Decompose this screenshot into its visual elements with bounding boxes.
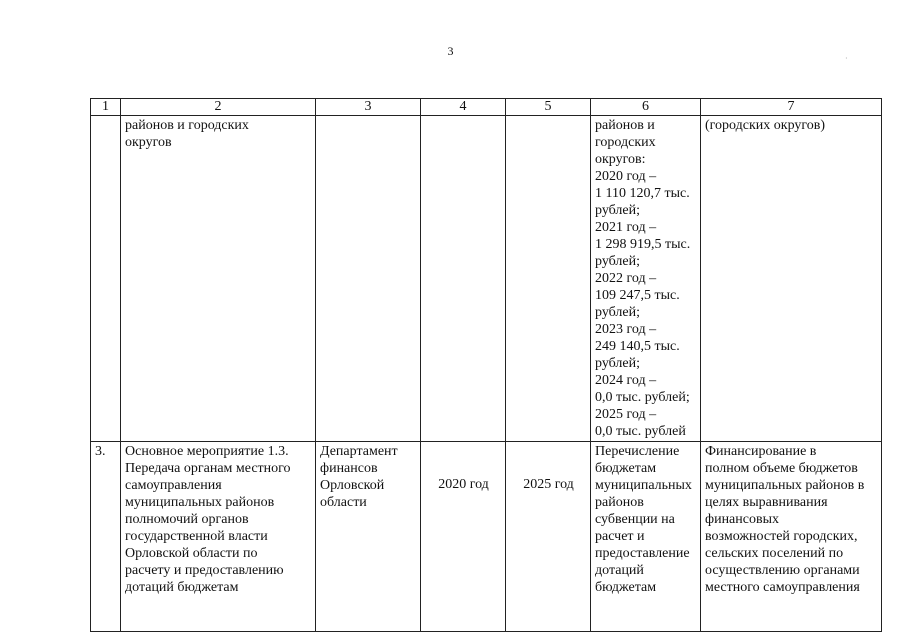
cell-text-line: бюджетам bbox=[595, 580, 657, 595]
cell-text-line: (городских округов) bbox=[705, 118, 826, 133]
cell-text-line: муниципальных bbox=[595, 478, 692, 493]
cell-text-line: государственной власти bbox=[125, 529, 268, 544]
cell-text-line: расчет и bbox=[595, 529, 645, 544]
cell-text-line: дотаций bbox=[595, 563, 644, 578]
row1-funding-cell bbox=[591, 116, 701, 442]
row2-funding-cell bbox=[591, 442, 701, 632]
cell-text-line: субвенции на bbox=[595, 512, 675, 527]
header-col-4: 4 bbox=[421, 99, 506, 116]
row2-description-cell bbox=[121, 442, 316, 632]
cell-text-line: 249 140,5 тыс. bbox=[595, 339, 680, 354]
row1-number-cell bbox=[91, 116, 121, 442]
cell-text-line: возможностей городских, bbox=[705, 529, 858, 544]
row1-end-cell bbox=[506, 116, 591, 442]
page-number: 3 bbox=[447, 44, 454, 58]
cell-text-line: самоуправления bbox=[125, 478, 222, 493]
cell-text-line: рублей; bbox=[595, 254, 640, 269]
cell-text-line: 1 298 919,5 тыс. bbox=[595, 237, 691, 252]
cell-text-line: 2024 год – bbox=[595, 373, 657, 388]
cell-text-line: полном объеме бюджетов bbox=[705, 461, 858, 476]
cell-text-line: финансов bbox=[320, 461, 378, 476]
cell-text-line: 0,0 тыс. рублей bbox=[595, 424, 686, 439]
cell-text-line: 2025 год – bbox=[595, 407, 657, 422]
header-col-7: 7 bbox=[701, 99, 882, 116]
cell-text-line: Основное мероприятие 1.3. bbox=[125, 444, 289, 459]
cell-text-line: сельских поселений по bbox=[705, 546, 844, 561]
cell-text-line: бюджетам bbox=[595, 461, 657, 476]
cell-text-line: рублей; bbox=[595, 203, 640, 218]
row1-result-cell bbox=[701, 116, 882, 442]
row2-executor-cell bbox=[316, 442, 421, 632]
header-col-3: 3 bbox=[316, 99, 421, 116]
cell-text-line: области bbox=[320, 495, 367, 510]
cell-text-line: Орловской bbox=[320, 478, 385, 493]
row2-start-cell: 2020 год bbox=[421, 442, 506, 632]
cell-text-line: 0,0 тыс. рублей; bbox=[595, 390, 690, 405]
cell-text-line: Перечисление bbox=[595, 444, 680, 459]
cell-text-line: Финансирование в bbox=[705, 444, 817, 459]
cell-text-line: 2023 год – bbox=[595, 322, 657, 337]
activities-table bbox=[90, 98, 882, 632]
cell-text-line: рублей; bbox=[595, 305, 640, 320]
cell-text-line: 2022 год – bbox=[595, 271, 657, 286]
cell-text-line: округов: bbox=[595, 152, 646, 167]
row2-result-cell bbox=[701, 442, 882, 632]
cell-text-line: 1 110 120,7 тыс. bbox=[595, 186, 690, 201]
cell-text-line: дотаций бюджетам bbox=[125, 580, 239, 595]
row1-description-cell bbox=[121, 116, 316, 442]
cell-text-line: районов и bbox=[595, 118, 655, 133]
cell-text-line: районов bbox=[595, 495, 644, 510]
cell-text-line: округов bbox=[125, 135, 172, 150]
cell-text-line: осуществлению органами bbox=[705, 563, 860, 578]
cell-text-line: городских bbox=[595, 135, 656, 150]
cell-text-line: предоставление bbox=[595, 546, 690, 561]
cell-text-line: рублей; bbox=[595, 356, 640, 371]
row1-start-cell bbox=[421, 116, 506, 442]
table-row bbox=[91, 116, 882, 442]
table-row bbox=[91, 442, 882, 632]
cell-text-line: финансовых bbox=[705, 512, 779, 527]
header-col-6: 6 bbox=[591, 99, 701, 116]
cell-text-line: районов и городских bbox=[125, 118, 249, 133]
scan-mark: · bbox=[845, 54, 848, 63]
cell-text-line: Передача органам местного bbox=[125, 461, 291, 476]
cell-text-line: муниципальных районов bbox=[125, 495, 275, 510]
row2-number-cell: 3. bbox=[91, 442, 121, 632]
header-col-1: 1 bbox=[91, 99, 121, 116]
cell-text-line: Орловской области по bbox=[125, 546, 258, 561]
cell-text-line: 109 247,5 тыс. bbox=[595, 288, 680, 303]
row2-end-cell: 2025 год bbox=[506, 442, 591, 632]
header-col-2: 2 bbox=[121, 99, 316, 116]
cell-text-line: местного самоуправления bbox=[705, 580, 860, 595]
header-col-5: 5 bbox=[506, 99, 591, 116]
cell-text-line: 2021 год – bbox=[595, 220, 657, 235]
cell-text-line: Департамент bbox=[320, 444, 398, 459]
cell-text-line: целях выравнивания bbox=[705, 495, 828, 510]
row1-executor-cell bbox=[316, 116, 421, 442]
cell-text-line: расчету и предоставлению bbox=[125, 563, 284, 578]
table-header-row bbox=[91, 99, 882, 116]
cell-text-line: 2020 год – bbox=[595, 169, 657, 184]
cell-text-line: полномочий органов bbox=[125, 512, 249, 527]
cell-text-line: муниципальных районов в bbox=[705, 478, 865, 493]
